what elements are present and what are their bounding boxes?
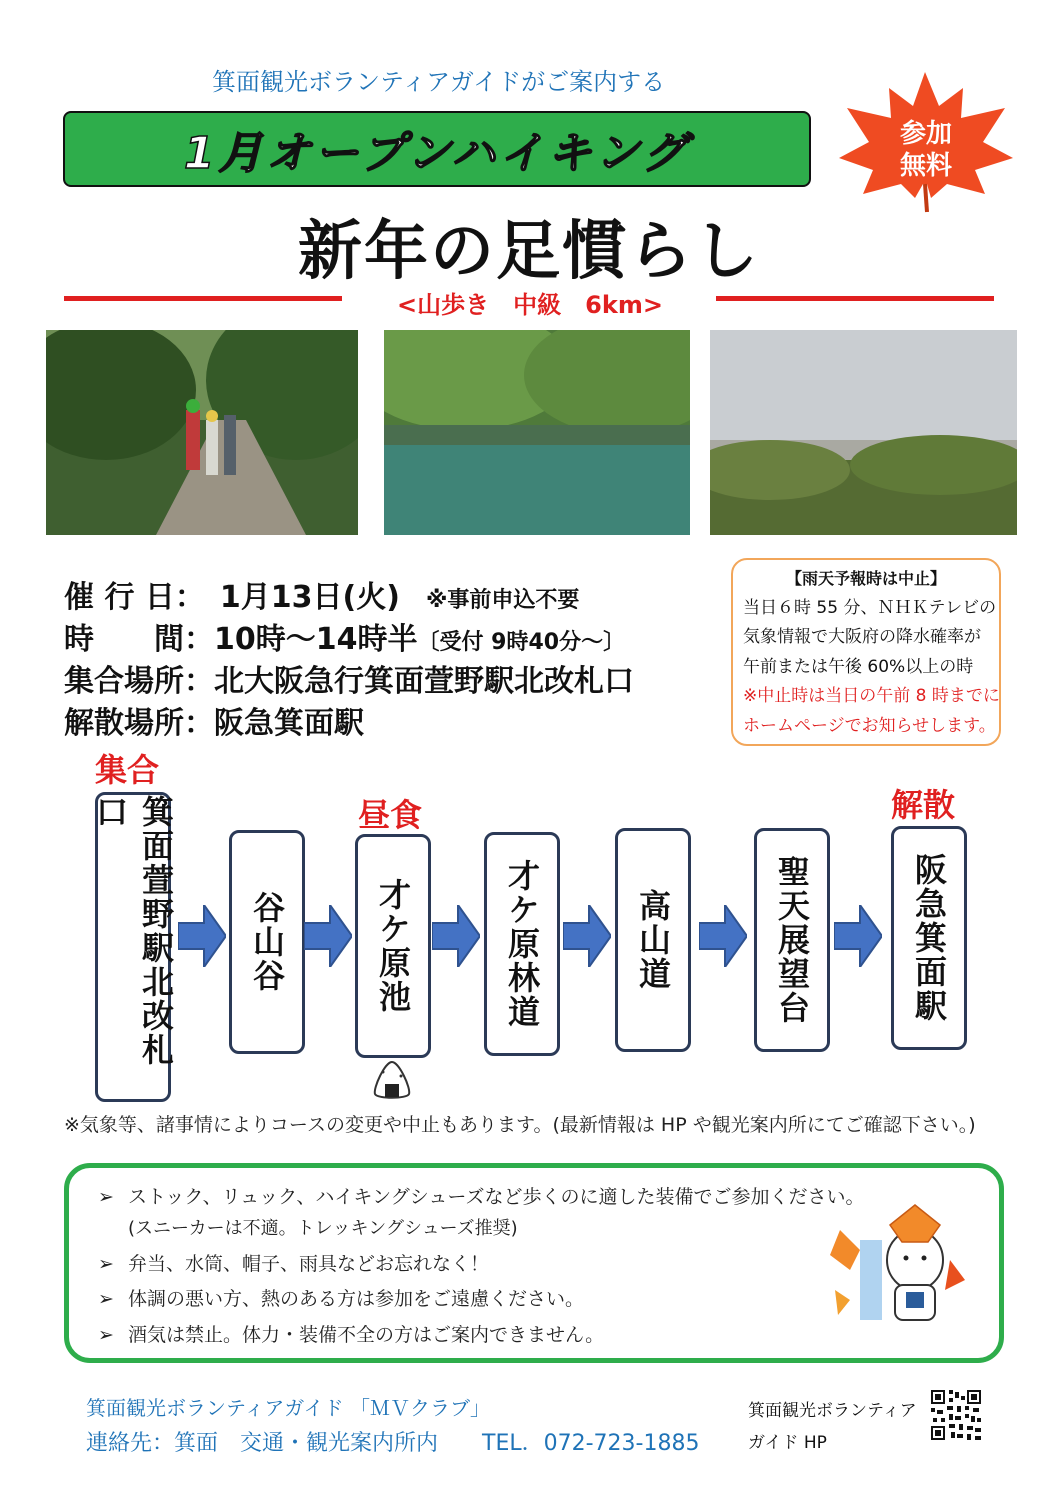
date-label: 催 行 日： [64,580,190,615]
route-stop-label: 箕面萱野駅北改札口 [91,795,175,1067]
time-note: 〔受付 9時40分～〕 [417,630,626,655]
lunch-label: 昼食 [358,796,423,834]
arrow-right-icon [699,905,747,967]
date-note: ※事前申込不要 [425,588,580,613]
course-change-note: ※気象等、諸事情によりコースの変更や中止もあります。(最新情報は HP や観光案内所にてご確認下さい。) [64,1114,976,1136]
free-badge [835,66,1017,216]
route-stop [615,828,691,1052]
photo-hikers [46,330,358,535]
subtitle-rule-right [716,296,994,301]
hp-label [748,1395,917,1459]
start-label: 集合 [95,751,160,789]
equipment-item [98,1249,489,1276]
event-banner [63,111,811,187]
subtitle: <山歩き 中級 6km> [397,291,663,319]
tagline: 箕面観光ボランティアガイドがご案内する [212,68,666,96]
rain-box-line: 気象情報で大阪府の降水確率が [743,627,981,647]
equipment-text: 弁当、水筒、帽子、雨具などお忘れなく！ [128,1253,490,1275]
subtitle-rule-left [64,296,342,301]
photo-pond [384,330,690,535]
route-stop [484,832,560,1056]
equipment-subnote: (スニーカーは不適。トレッキングシューズ推奨) [128,1218,518,1239]
time-value: 10時～14時半 [214,622,418,657]
route-stop-label: 聖天展望台 [773,855,811,1025]
route-stop [754,828,830,1052]
info-meet [64,656,634,700]
badge-line1: 参加 [899,119,953,149]
maple-leaf-icon [835,66,1017,216]
date-value: 1月13日(火) [189,580,400,615]
arrow-right-icon [834,905,882,967]
footer-contact: 連絡先：箕面 交通・観光案内所内 TEL．072-723-1885 [86,1431,700,1456]
arrow-right-icon [563,905,611,967]
mascot-illustration [820,1200,970,1330]
equipment-text: 酒気は禁止。体力・装備不全の方はご案内できません。 [128,1324,605,1346]
arrow-right-icon [178,905,226,967]
equipment-item [98,1320,604,1347]
rain-box-line: 当日６時 55 分、ＮＨＫテレビの [743,597,997,618]
route-stop-label: 才ケ原林道 [503,859,541,1029]
equipment-text: 体調の悪い方、熱のある方は参加をご遠慮ください。 [128,1288,585,1310]
route-stop-end [891,826,967,1050]
equipment-item [98,1182,864,1209]
bullet-arrow-icon: ➢ [98,1253,114,1275]
route-stop-label: 才ケ原池 [374,878,412,1014]
info-time [64,614,625,658]
disperse-value: 阪急箕面駅 [214,706,364,741]
badge-line2: 無料 [899,151,953,181]
event-banner-text: 1月オープンハイキング [183,128,691,179]
route-stop-start [91,792,175,1102]
hp-label-line2: ガイド HP [748,1433,827,1453]
rice-ball-icon [371,1060,413,1100]
photo-view [710,330,1017,535]
route-stop [229,830,305,1054]
rain-box-line: 午前または午後 60%以上の時 [743,656,974,677]
meet-value: 北大阪急行箕面萱野駅北改札口 [214,664,634,699]
equipment-text: ストック、リュック、ハイキングシューズなど歩くのに適した装備でご参加ください。 [128,1186,865,1208]
qr-code-icon[interactable] [931,1390,981,1440]
bullet-arrow-icon: ➢ [98,1324,114,1346]
bullet-arrow-icon: ➢ [98,1288,114,1310]
arrow-right-icon [432,905,480,967]
rain-box-title: 【雨天予報時は中止】 [785,569,946,588]
info-disperse [64,698,364,742]
route-stop-lunch [355,834,431,1058]
route-stop-label: 高山道 [634,889,672,991]
rain-cancel-box [731,558,1001,746]
arrow-right-icon [304,905,352,967]
route-stop-label: 阪急箕面駅 [910,853,948,1023]
rain-box-red-line: ※中止時は当日の午前 8 時までに [743,686,1000,706]
equipment-item [98,1284,584,1311]
bullet-arrow-icon: ➢ [98,1186,114,1208]
meet-label: 集合場所： [64,664,214,699]
hp-label-line1: 箕面観光ボランティア [748,1401,917,1421]
rain-box-red-line: ホームページでお知らせします。 [743,715,996,736]
footer-club: 箕面観光ボランティアガイド 「ＭＶクラブ」 [86,1396,490,1420]
route-stop-label: 谷山谷 [248,891,286,993]
disperse-label: 解散場所： [64,706,214,741]
info-date [64,572,579,616]
end-label: 解散 [891,786,956,824]
time-label: 時 間： [64,622,214,657]
main-title: 新年の足慣らし [298,215,760,289]
